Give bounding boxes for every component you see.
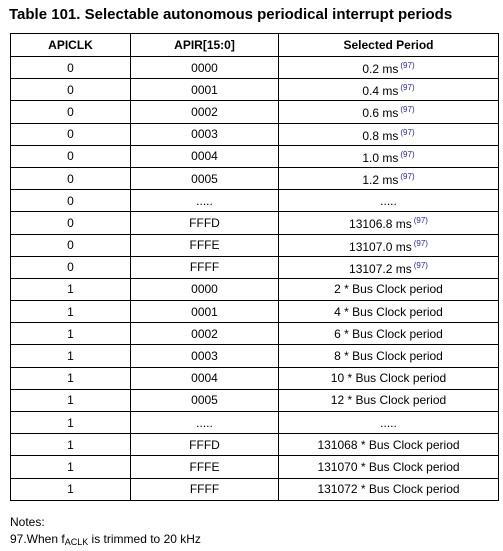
period-value: 131070 * Bus Clock period bbox=[317, 459, 460, 474]
table-row bbox=[11, 412, 499, 434]
table-row bbox=[11, 234, 499, 256]
period-value: 131068 * Bus Clock period bbox=[317, 437, 460, 452]
apir-cell: 0005 bbox=[131, 167, 279, 189]
apir-cell: 0004 bbox=[131, 367, 279, 389]
apir-cell: ..... bbox=[131, 412, 279, 434]
footnote-text-before: 97.When f bbox=[10, 532, 65, 546]
selected-period-cell bbox=[279, 412, 499, 434]
period-value: 13107.0 ms bbox=[349, 239, 412, 254]
table-row bbox=[11, 301, 499, 323]
selected-period-cell bbox=[279, 345, 499, 367]
selected-period-cell bbox=[279, 167, 499, 189]
table-header-row bbox=[11, 34, 499, 57]
table-row bbox=[11, 57, 499, 79]
footnote-ref-link[interactable]: (97) bbox=[413, 216, 428, 226]
apiclk-cell: 1 bbox=[11, 278, 131, 300]
period-value: 13107.2 ms bbox=[349, 261, 412, 276]
period-value: 4 * Bus Clock period bbox=[334, 304, 443, 319]
apiclk-cell: 0 bbox=[11, 167, 131, 189]
apir-cell: FFFE bbox=[131, 456, 279, 478]
apir-cell: FFFF bbox=[131, 478, 279, 500]
footnote-ref-link[interactable]: (97) bbox=[413, 238, 428, 248]
apiclk-cell: 0 bbox=[11, 57, 131, 79]
apir-cell: FFFF bbox=[131, 256, 279, 278]
table-row bbox=[11, 456, 499, 478]
period-value: 1.0 ms bbox=[362, 150, 399, 165]
period-value: 10 * Bus Clock period bbox=[330, 371, 447, 386]
apiclk-cell: 0 bbox=[11, 190, 131, 212]
table-row bbox=[11, 256, 499, 278]
table-row bbox=[11, 190, 499, 212]
period-value: 131072 * Bus Clock period bbox=[317, 482, 460, 497]
table-row bbox=[11, 101, 499, 123]
selected-period-cell bbox=[279, 79, 499, 101]
apir-cell: 0001 bbox=[131, 301, 279, 323]
period-value: 0.2 ms bbox=[362, 62, 399, 77]
selected-period-cell bbox=[279, 57, 499, 79]
apiclk-cell: 0 bbox=[11, 79, 131, 101]
period-value: 0.4 ms bbox=[362, 84, 399, 99]
selected-period-cell bbox=[279, 367, 499, 389]
footnote-text-after: is trimmed to 20 kHz bbox=[88, 532, 201, 546]
selected-period-cell bbox=[279, 256, 499, 278]
apiclk-cell: 1 bbox=[11, 389, 131, 411]
table-row bbox=[11, 367, 499, 389]
apir-cell: 0002 bbox=[131, 101, 279, 123]
apir-cell: 0001 bbox=[131, 79, 279, 101]
table-row bbox=[11, 478, 499, 500]
period-value: 8 * Bus Clock period bbox=[334, 349, 443, 364]
selected-period-cell bbox=[279, 190, 499, 212]
apir-cell: FFFE bbox=[131, 234, 279, 256]
table-body bbox=[11, 57, 499, 501]
apiclk-cell: 1 bbox=[11, 301, 131, 323]
header-apir: APIR[15:0] bbox=[131, 34, 279, 57]
apiclk-cell: 0 bbox=[11, 212, 131, 234]
header-apiclk: APICLK bbox=[11, 34, 131, 57]
apiclk-cell: 0 bbox=[11, 145, 131, 167]
table-row bbox=[11, 167, 499, 189]
header-selected-period: Selected Period bbox=[279, 34, 499, 57]
apiclk-cell: 1 bbox=[11, 456, 131, 478]
selected-period-cell bbox=[279, 123, 499, 145]
table-row bbox=[11, 212, 499, 234]
footnote-ref-link[interactable]: (97) bbox=[400, 149, 415, 159]
footnote-97 bbox=[10, 531, 201, 551]
period-value: 0.8 ms bbox=[362, 128, 399, 143]
period-value: ..... bbox=[380, 193, 397, 208]
apiclk-cell: 1 bbox=[11, 323, 131, 345]
table-row bbox=[11, 434, 499, 456]
table-row bbox=[11, 123, 499, 145]
period-value: 6 * Bus Clock period bbox=[334, 326, 443, 341]
apir-cell: 0000 bbox=[131, 57, 279, 79]
apir-cell: FFFD bbox=[131, 434, 279, 456]
apiclk-cell: 0 bbox=[11, 234, 131, 256]
footnote-ref-link[interactable]: (97) bbox=[400, 61, 415, 71]
apir-cell: 0002 bbox=[131, 323, 279, 345]
period-value: 13106.8 ms bbox=[349, 217, 412, 232]
table-row bbox=[11, 389, 499, 411]
apir-cell: 0005 bbox=[131, 389, 279, 411]
apir-cell: FFFD bbox=[131, 212, 279, 234]
table-row bbox=[11, 345, 499, 367]
apiclk-cell: 1 bbox=[11, 345, 131, 367]
apir-cell: 0004 bbox=[131, 145, 279, 167]
selected-period-cell bbox=[279, 434, 499, 456]
selected-period-cell bbox=[279, 101, 499, 123]
selected-period-cell bbox=[279, 301, 499, 323]
table-row bbox=[11, 79, 499, 101]
apir-cell: ..... bbox=[131, 190, 279, 212]
table-title: Table 101. Selectable autonomous periodical interrupt periods bbox=[9, 6, 453, 23]
notes-heading: Notes: bbox=[10, 515, 45, 529]
footnote-ref-link[interactable]: (97) bbox=[400, 127, 415, 137]
period-value: 0.6 ms bbox=[362, 106, 399, 121]
selected-period-cell bbox=[279, 389, 499, 411]
footnote-ref-link[interactable]: (97) bbox=[413, 260, 428, 270]
selected-period-cell bbox=[279, 212, 499, 234]
api-period-table bbox=[10, 33, 499, 501]
selected-period-cell bbox=[279, 234, 499, 256]
footnote-ref-link[interactable]: (97) bbox=[400, 105, 415, 115]
selected-period-cell bbox=[279, 145, 499, 167]
apir-cell: 0000 bbox=[131, 278, 279, 300]
footnote-ref-link[interactable]: (97) bbox=[400, 83, 415, 93]
apir-cell: 0003 bbox=[131, 123, 279, 145]
table-row bbox=[11, 323, 499, 345]
table-row bbox=[11, 145, 499, 167]
period-value: 1.2 ms bbox=[362, 173, 399, 188]
apiclk-cell: 1 bbox=[11, 434, 131, 456]
selected-period-cell bbox=[279, 323, 499, 345]
period-value: ..... bbox=[380, 415, 397, 430]
apiclk-cell: 1 bbox=[11, 367, 131, 389]
footnote-subscript: ACLK bbox=[64, 537, 89, 547]
period-value: 12 * Bus Clock period bbox=[330, 393, 447, 408]
selected-period-cell bbox=[279, 478, 499, 500]
apiclk-cell: 0 bbox=[11, 123, 131, 145]
table-row bbox=[11, 278, 499, 300]
period-value: 2 * Bus Clock period bbox=[334, 282, 443, 297]
selected-period-cell bbox=[279, 456, 499, 478]
apir-cell: 0003 bbox=[131, 345, 279, 367]
apiclk-cell: 0 bbox=[11, 256, 131, 278]
footnote-ref-link[interactable]: (97) bbox=[400, 172, 415, 182]
apiclk-cell: 0 bbox=[11, 101, 131, 123]
selected-period-cell bbox=[279, 278, 499, 300]
apiclk-cell: 1 bbox=[11, 478, 131, 500]
apiclk-cell: 1 bbox=[11, 412, 131, 434]
notes bbox=[10, 514, 201, 551]
